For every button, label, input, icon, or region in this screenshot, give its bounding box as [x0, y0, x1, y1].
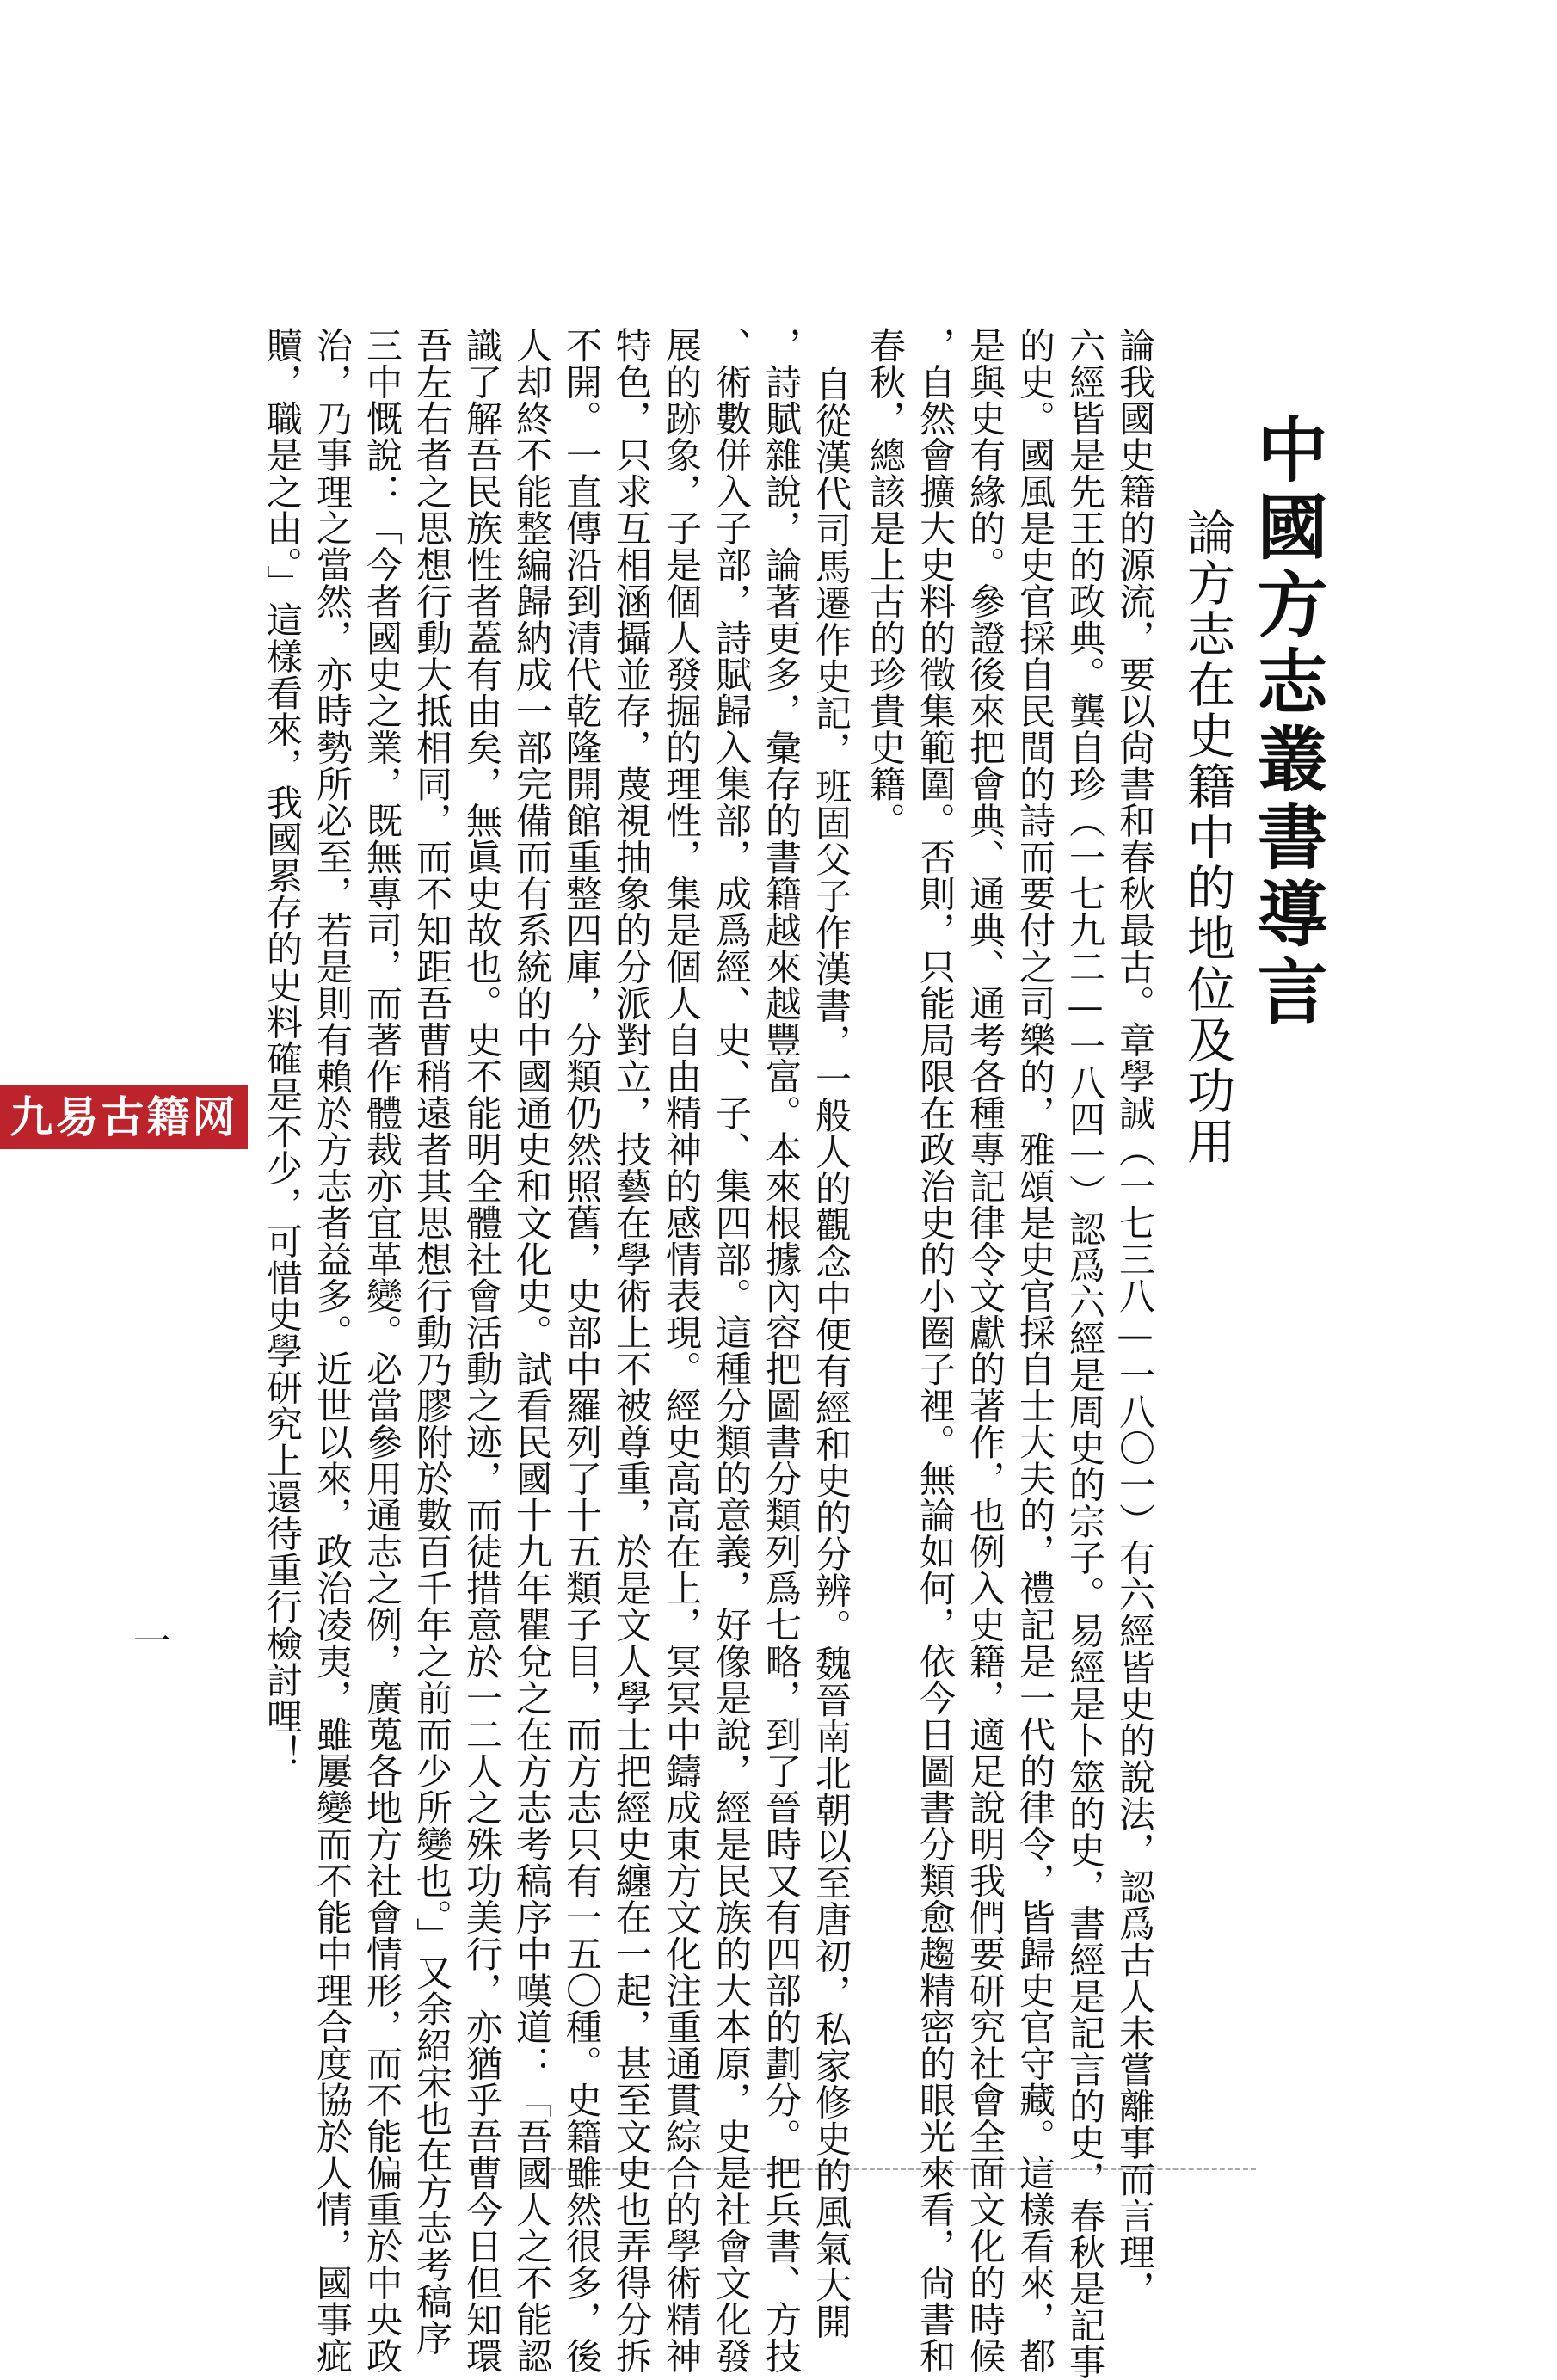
body-line: 吾左右者之思想行動大抵相同，而不知距吾曹稍遠者其思想行動乃膠附於數百千年之前而少所變也。」又余紹宋也在方志考稿序	[411, 327, 453, 2356]
body-line: 特色，只求互相涵攝並存，蔑視抽象的分派對立，技藝在學術上不被尊重，於是文人學士把經史纏在一起，甚至文史也弄得分拆	[611, 327, 653, 2374]
scan-artifact-divider	[551, 2168, 1256, 2174]
body-line: 贖，職是之由。」這樣看來，我國累存的史料確是不少，可惜史學研究上還待重行檢討哩！	[262, 327, 304, 1771]
body-line: 識了解吾民族性者蓋有由矣，無眞史故也。史不能明全體社會活動之迹，而徒措意於一二人之殊功美行，亦猶乎吾曹今日但知環	[461, 327, 503, 2374]
body-line: 自從漢代司馬遷作史記，班固父子作漢書，一般人的觀念中便有經和史的分辨。魏晉南北朝以至唐初，私家修史的風氣大開	[810, 366, 852, 2340]
body-line: 、術數併入子部，詩賦歸入集部，成爲經、史、子、集四部。這種分類的意義，好像是說，經是民族的大本原，史是社會文化發	[711, 327, 753, 2374]
watermark-badge: 九易古籍网	[0, 1085, 248, 1149]
page-number: 一	[126, 1621, 170, 1659]
body-line: 治，乃事理之當然，亦時勢所必至，若是則有賴於方志者益多。近世以來，政治凌夷，雖屢變而不能中理合度協於人情，國事疵	[311, 327, 354, 2374]
body-line: ，自然會擴大史料的徵集範圍。否則，只能局限在政治史的小圈子裡。無論如何，依今日圖書分類愈趨精密的眼光來看，尙書和	[914, 327, 957, 2374]
body-line: 論我國史籍的源流，要以尙書和春秋最古。章學誠（一七三八—一八〇一）有六經皆史的說法，認爲古人未嘗離事而言理，	[1114, 327, 1156, 2307]
page-title: 中國方志叢書導言	[1246, 413, 1328, 1032]
body-line: 六經皆是先王的政典。龔自珍（一七九二—一八四一）認爲六經是周史的宗子。易經是卜筮的史，書經是記言的史，春秋是記事	[1064, 327, 1106, 2380]
body-line: 人却終不能整編歸納成一部完備而有系統的中國通史和文化史。試看民國十九年瞿兌之在方志考稿序中嘆道：「吾國人之不能認	[511, 327, 553, 2374]
body-line: 是與史有緣的。參證後來把會典、通典、通考各種專記律令文獻的著作，也例入史籍，適足說明我們要研究社會全面文化的時候	[964, 327, 1006, 2374]
page-subtitle: 論方志在史籍中的地位及功用	[1179, 507, 1235, 1167]
body-line: 展的跡象，子是個人發掘的理性，集是個人自由精神的感情表現。經史高高在上，冥冥中鑄成東方文化注重通貫綜合的學術精神	[661, 327, 703, 2374]
body-line: 三中慨說：「今者國史之業，既無專司，而著作體裁亦宜革變。必當參用通志之例，廣蒐各地方社會情形，而不能偏重於中央政	[361, 327, 403, 2374]
body-line: 不開。一直傳沿到清代乾隆開館重整四庫，分類仍然照舊，史部中羅列了十五類子目，而方志只有一五〇種。史籍雖然很多，後	[561, 327, 603, 2374]
body-line: 的史。國風是史官採自民間的詩而要付之司樂的，雅頌是史官採自士大夫的，禮記是一代的律令，皆歸史官守藏。這樣看來，都	[1014, 327, 1056, 2374]
body-line: 春秋，總該是上古的珍貴史籍。	[865, 327, 907, 839]
body-line: ，詩賦雜說，論著更多，彙存的書籍越來越豐富。本來根據內容把圖書分類列爲七略，到了晉時又有四部的劃分。把兵書、方技	[760, 327, 803, 2374]
